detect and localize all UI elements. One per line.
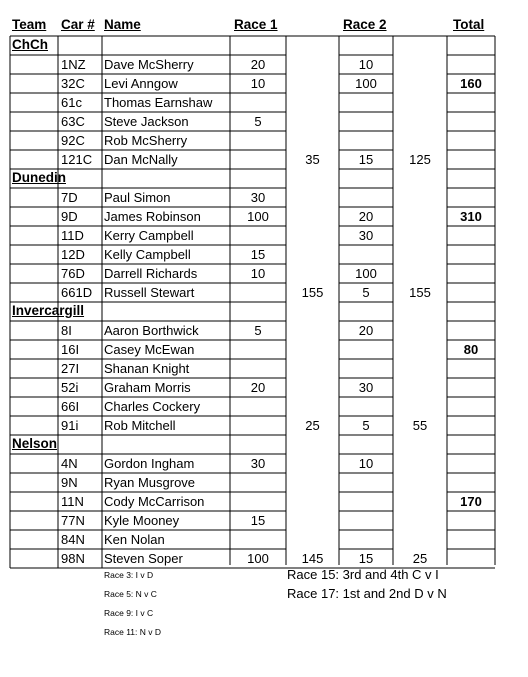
car-number: 61c — [61, 95, 82, 110]
race-schedule-note: Race 5: N v C — [104, 589, 157, 599]
race1-points: 20 — [250, 380, 266, 395]
header-total: Total — [453, 17, 485, 32]
car-number: 1NZ — [61, 57, 86, 72]
driver-name: Ken Nolan — [104, 532, 165, 547]
race2-points: 15 — [358, 152, 374, 167]
header-race2: Race 2 — [343, 17, 387, 32]
final-race-note: Race 17: 1st and 2nd D v N — [287, 586, 447, 601]
race2-points: 25 — [305, 418, 320, 433]
race2-points: 155 — [301, 285, 324, 300]
driver-name: Casey McEwan — [104, 342, 195, 357]
race1-points: 15 — [250, 513, 266, 528]
team-heading: Nelson — [12, 436, 58, 451]
driver-name: Gordon Ingham — [104, 456, 195, 471]
driver-name: Rob McSherry — [104, 133, 188, 148]
race2-points: 5 — [362, 418, 370, 433]
car-number: 66I — [61, 399, 80, 414]
race2-points: 20 — [358, 323, 374, 338]
race-schedule-note: Race 3: I v D — [104, 570, 154, 580]
race1-points: 5 — [254, 323, 262, 338]
race2-points: 125 — [409, 152, 431, 167]
race1-points: 30 — [250, 190, 266, 205]
car-number: 16I — [61, 342, 80, 357]
race2-points: 10 — [358, 456, 374, 471]
car-number: 121C — [61, 152, 93, 167]
driver-name: Shanan Knight — [104, 361, 190, 376]
race1-points: 10 — [250, 76, 266, 91]
final-race-note: Race 15: 3rd and 4th C v I — [287, 567, 439, 582]
race1-points: 15 — [250, 247, 266, 262]
race2-points: 15 — [358, 551, 374, 566]
driver-name: Kyle Mooney — [104, 513, 180, 528]
driver-name: Graham Morris — [104, 380, 191, 395]
header-car: Car # — [61, 17, 95, 32]
race1-points: 20 — [250, 57, 266, 72]
car-number: 11N — [61, 494, 84, 509]
race-schedule-note: Race 9: I v C — [104, 608, 154, 618]
car-number: 4N — [61, 456, 78, 471]
race1-points: 100 — [247, 209, 269, 224]
race2-points: 30 — [358, 228, 374, 243]
driver-name: Steve Jackson — [104, 114, 189, 129]
race1-points: 10 — [250, 266, 266, 281]
driver-name: Kerry Campbell — [104, 228, 194, 243]
driver-name: Russell Stewart — [104, 285, 195, 300]
race2-points: 25 — [412, 551, 428, 566]
team-heading: Dunedin — [12, 170, 66, 185]
driver-name: Cody McCarrison — [104, 494, 205, 509]
car-number: 9D — [61, 209, 78, 224]
car-number: 8I — [61, 323, 72, 338]
header-team: Team — [12, 17, 47, 32]
driver-name: Dan McNally — [104, 152, 178, 167]
car-number: 98N — [61, 551, 85, 566]
driver-name: Rob Mitchell — [104, 418, 176, 433]
driver-name: Aaron Borthwick — [104, 323, 199, 338]
race-schedule-note: Race 11: N v D — [104, 627, 162, 637]
race2-points: 20 — [358, 209, 374, 224]
car-number: 77N — [61, 513, 85, 528]
team-total: 80 — [463, 342, 479, 357]
race2-points: 100 — [355, 266, 377, 281]
driver-name: Kelly Campbell — [104, 247, 191, 262]
car-number: 27I — [61, 361, 80, 376]
race2-points: 155 — [409, 285, 431, 300]
race2-points: 35 — [305, 152, 320, 167]
car-number: 92C — [61, 133, 85, 148]
race1-points: 5 — [254, 114, 262, 129]
driver-name: Paul Simon — [104, 190, 171, 205]
race2-points: 5 — [362, 285, 370, 300]
driver-name: Steven Soper — [104, 551, 183, 566]
car-number: 63C — [61, 114, 85, 129]
car-number: 84N — [61, 532, 85, 547]
car-number: 11D — [61, 228, 84, 243]
driver-name: Levi Anngow — [104, 76, 178, 91]
driver-name: Darrell Richards — [104, 266, 198, 281]
car-number: 7D — [61, 190, 78, 205]
car-number: 91i — [61, 418, 79, 433]
team-total: 310 — [460, 209, 482, 224]
header-name: Name — [104, 17, 141, 32]
team-heading: Invercargill — [12, 303, 85, 318]
car-number: 32C — [61, 76, 85, 91]
header-race1: Race 1 — [234, 17, 278, 32]
car-number: 76D — [61, 266, 85, 281]
race1-points: 30 — [250, 456, 266, 471]
race2-points: 30 — [358, 380, 374, 395]
driver-name: Charles Cockery — [104, 399, 201, 414]
car-number: 12D — [61, 247, 85, 262]
driver-name: Ryan Musgrove — [104, 475, 196, 490]
team-total: 160 — [460, 76, 482, 91]
race2-points: 100 — [355, 76, 377, 91]
race2-points: 10 — [358, 57, 374, 72]
driver-name: Thomas Earnshaw — [104, 95, 213, 110]
team-heading: ChCh — [12, 37, 48, 52]
car-number: 9N — [61, 475, 78, 490]
race2-points: 145 — [301, 551, 324, 566]
team-total: 170 — [460, 494, 482, 509]
driver-name: Dave McSherry — [104, 57, 194, 72]
driver-name: James Robinson — [104, 209, 201, 224]
car-number: 52i — [61, 380, 79, 395]
race1-points: 100 — [247, 551, 269, 566]
race2-points: 55 — [412, 418, 428, 433]
car-number: 661D — [61, 285, 93, 300]
